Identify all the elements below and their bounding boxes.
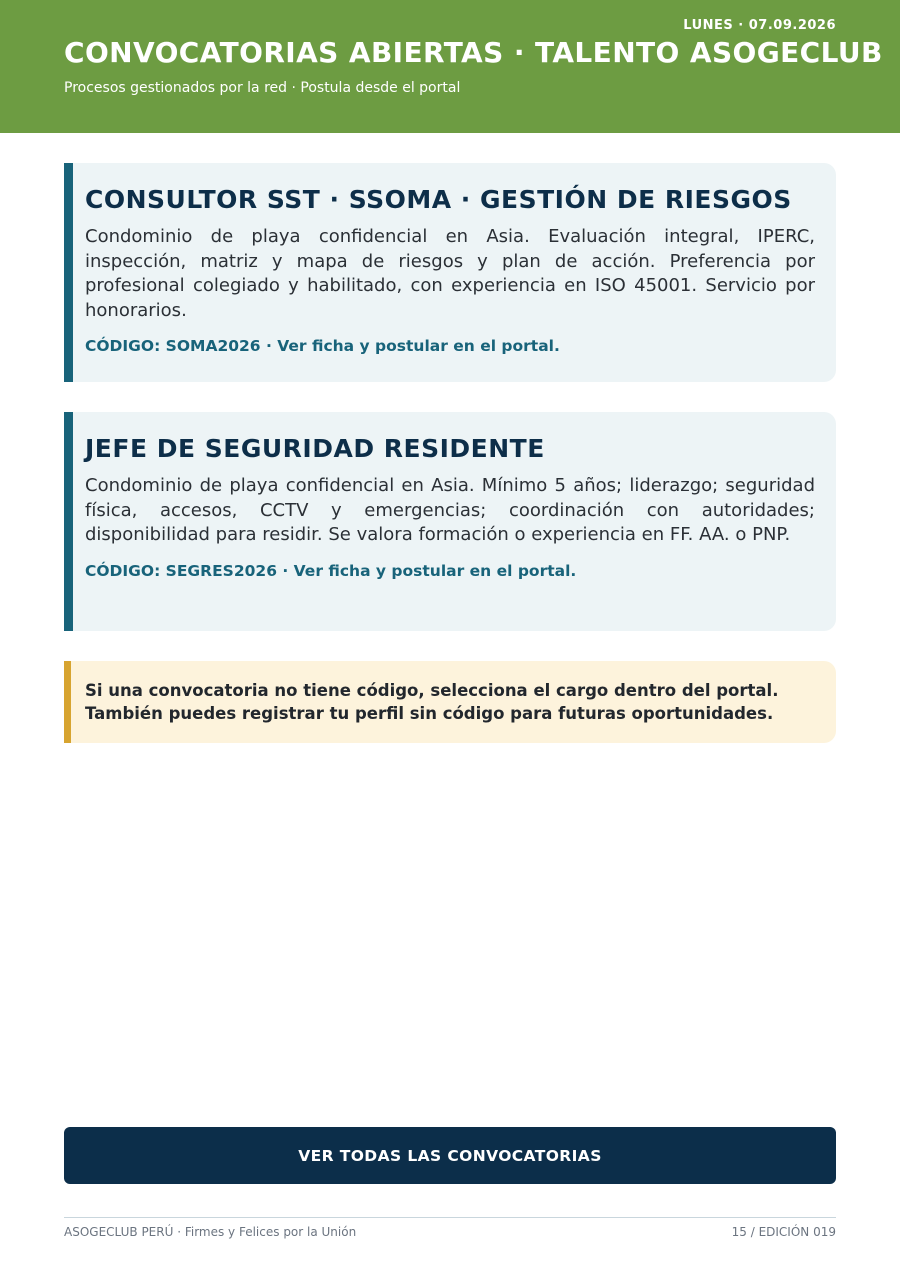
page-title: CONVOCATORIAS ABIERTAS · TALENTO ASOGECLUB [64,36,883,69]
note-line-2: También puedes registrar tu perfil sin código para futuras oportunidades. [85,704,774,723]
footer-brand: ASOGECLUB PERÚ · Firmes y Felices por la Unión [64,1225,357,1239]
issue-date: LUNES · 07.09.2026 [683,18,836,33]
header-banner [0,0,900,133]
job-description: Condominio de playa confidencial en Asia. Evaluación integral, IPERC, inspección, matriz y mapa de riesgos y plan de acción. Preferencia por profesional colegiado y habilitado, con experiencia en ISO 45001. Servicio por honorarios. [85,226,815,321]
info-note [64,661,836,743]
job-code-link[interactable]: CÓDIGO: SOMA2026 · Ver ficha y postular en el portal. [85,337,560,355]
job-title: CONSULTOR SST · SSOMA · GESTIÓN DE RIESGOS [85,185,792,214]
note-line-1: Si una convocatoria no tiene código, selecciona el cargo dentro del portal. [85,681,779,700]
job-title: JEFE DE SEGURIDAD RESIDENTE [85,434,545,463]
job-card-jefe-seguridad [64,412,836,631]
footer-page-number: 15 / EDICIÓN 019 [731,1225,836,1239]
footer-divider [64,1217,836,1218]
job-card-consultor-sst [64,163,836,382]
job-code-link[interactable]: CÓDIGO: SEGRES2026 · Ver ficha y postular en el portal. [85,561,577,580]
page-subtitle: Procesos gestionados por la red · Postula desde el portal [64,80,461,96]
view-all-button[interactable]: VER TODAS LAS CONVOCATORIAS [64,1127,836,1184]
job-description: Condominio de playa confidencial en Asia. Mínimo 5 años; liderazgo; seguridad física, accesos, CCTV y emergencias; coordinación con autoridades; disponibilidad para residir. Se valora formación o experiencia en FF. AA. o PNP. [85,475,815,545]
